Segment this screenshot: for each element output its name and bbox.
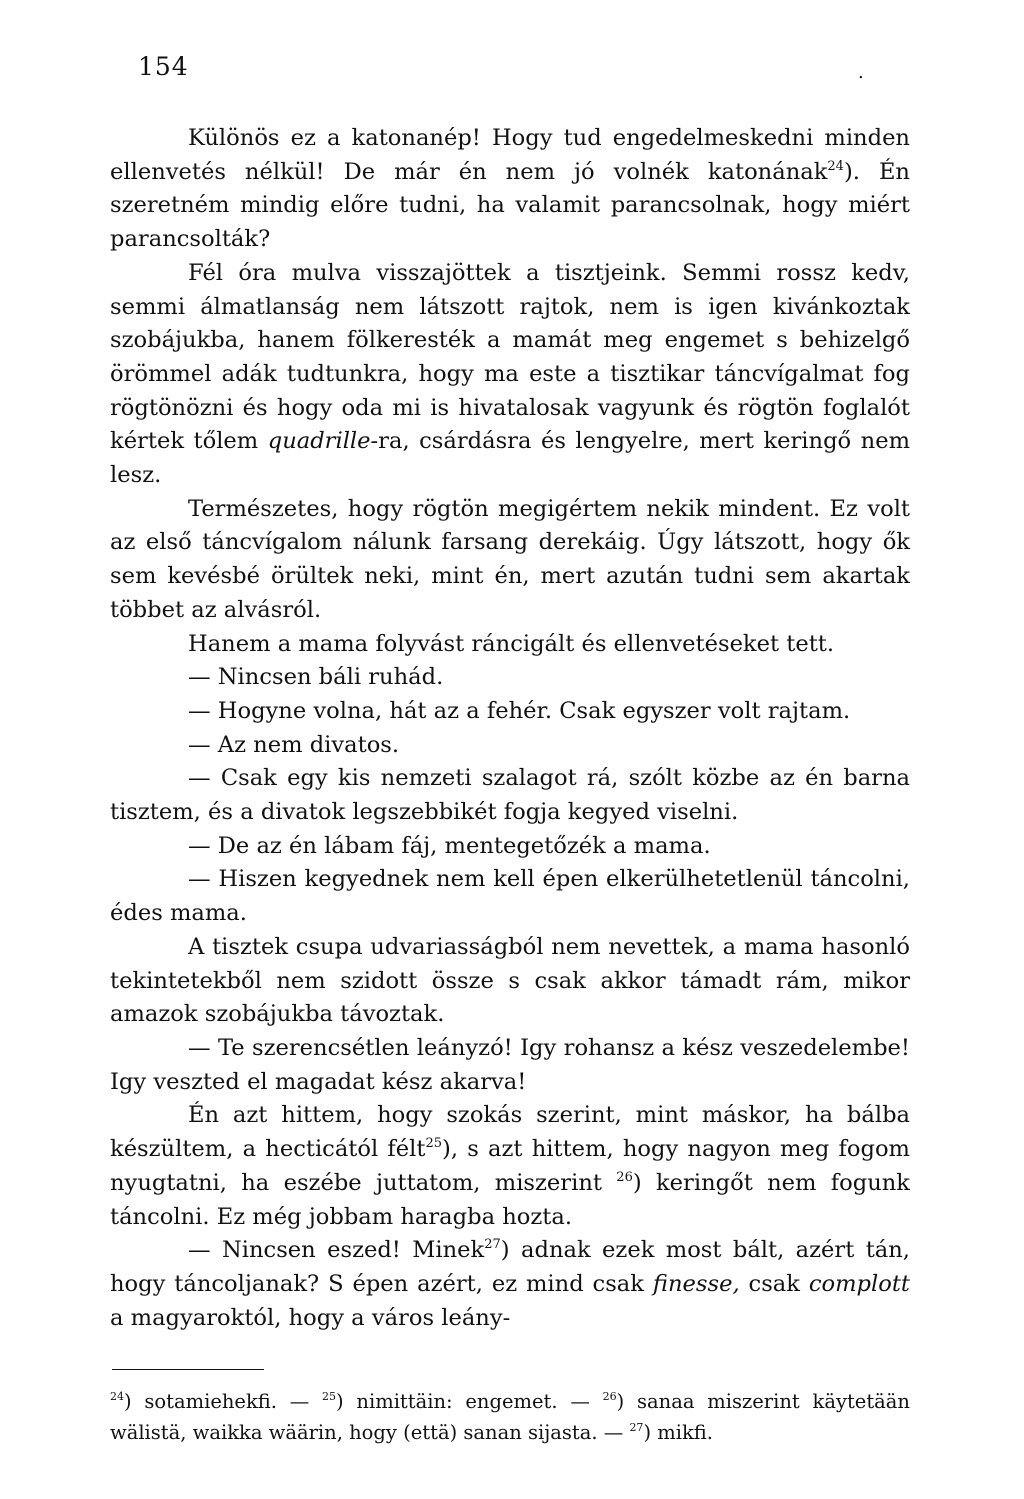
footnote-text: ) sanaa miszerint käytetään wälistä, waikka wäärin, hogy (että) sanan sijasta. — <box>110 1390 910 1444</box>
dialogue-line: — Te szerencsétlen leányzó! Igy rohansz a kész veszedelembe! Igy veszted el magadat kész akarva! <box>110 1034 910 1095</box>
paragraph: Különös ez a katonanép! Hogy tud engedelmeskedni minden ellenvetés nélkül! De már én nem jó volnék katonának$^{24}$). Én szeretném mindig előre tudni, ha valamit parancsolnak, hogy miért parancsolták? <box>110 125 910 253</box>
italic-term: quadrille <box>267 428 371 455</box>
footnote-number: 25 <box>322 1390 337 1403</box>
dialogue-line: — Az nem divatos. <box>188 731 400 758</box>
footnote-divider <box>112 1369 264 1370</box>
footnote-text: ) mikfi. <box>643 1421 713 1444</box>
dialogue-line: — Hogyne volna, hát az a fehér. Csak egyszer volt rajtam. <box>188 697 851 724</box>
footnote-text: ) sotamiehekfi. — <box>124 1390 323 1413</box>
italic-term: finesse, <box>652 1270 740 1297</box>
paragraph: Hanem a mama folyvást ráncigált és ellenvetéseket tett. <box>188 630 835 657</box>
footnote-number: 27 <box>629 1421 644 1434</box>
dialogue-line: — De az én lábam fáj, mentegetőzék a mama. <box>188 832 711 859</box>
paragraph: Én azt hittem, hogy szokás szerint, mint máskor, ha bálba készültem, a hecticától félt$^{25}$), s azt hittem, hogy nagyon meg fogom nyugtatni, ha eszébe juttatom, miszerint $^{26}$) keringőt nem fogunk táncolni. Ez még jobbam haragba hozta. <box>110 1102 910 1230</box>
paragraph: Fél óra mulva visszajöttek a tisztjeink. Semmi rossz kedv, semmi álmatlanság nem látszott rajtok, nem is igen kivánkoztak szobájukba, hanem fölkeresték a mamát meg engemet s behizelgő örömmel adák tudtunkra, hogy ma este a tisztikar táncvígalmat fog rögtönözni és hogy oda mi is hivatalosak vagyunk és rögtön foglalót kértek tőlem quadrille-ra, csárdásra és lengyelre, mert keringő nem lesz. <box>110 259 911 489</box>
dialogue-line: — Nincsen eszed! Minek$^{27}$) adnak ezek most bált, azért tán, hogy táncoljanak? S épen azért, ez mind csak finesse, csak complott a magyaroktól, hogy a város leány- <box>110 1237 910 1331</box>
dialogue-line: — Hiszen kegyednek nem kell épen elkerülhetetlenül táncolni, édes mama. <box>110 866 910 927</box>
italic-term: complott <box>808 1270 910 1297</box>
footnote-number: 26 <box>602 1390 617 1403</box>
dialogue-line: — Csak egy kis nemzeti szalagot rá, szólt közbe az én barna tisztem, és a divatok legszebbikét fogja kegyed viselni. <box>110 765 910 826</box>
footnote-number: 24 <box>110 1390 124 1403</box>
paragraph: A tisztek csupa udvariasságból nem nevettek, a mama hasonló tekintetekből nem szidott össze s csak akkor támadt rám, mikor amazok szobájukba távoztak. <box>110 933 910 1028</box>
page-number: 154 <box>138 52 189 81</box>
footnote-ref: 26 <box>616 1169 633 1185</box>
footnote-ref: 25 <box>425 1136 443 1152</box>
paragraph: Természetes, hogy rögtön megigértem nekik mindent. Ez volt az első táncvígalom nálunk farsang derekáig. Úgy látszott, hogy ők sem kevésbé örültek neki, mint én, mert azután tudni sem akartak többet az alvásról. <box>110 495 910 623</box>
footnote-ref: 27 <box>484 1237 501 1253</box>
footnote-ref: 24 <box>827 158 844 174</box>
dialogue-line: — Nincsen báli ruhád. <box>188 664 444 691</box>
stray-mark: . <box>858 62 864 83</box>
body-text <box>110 122 910 1335</box>
footnotes <box>110 1386 910 1448</box>
footnote-text: ) nimittäin: engemet. — <box>336 1390 603 1413</box>
